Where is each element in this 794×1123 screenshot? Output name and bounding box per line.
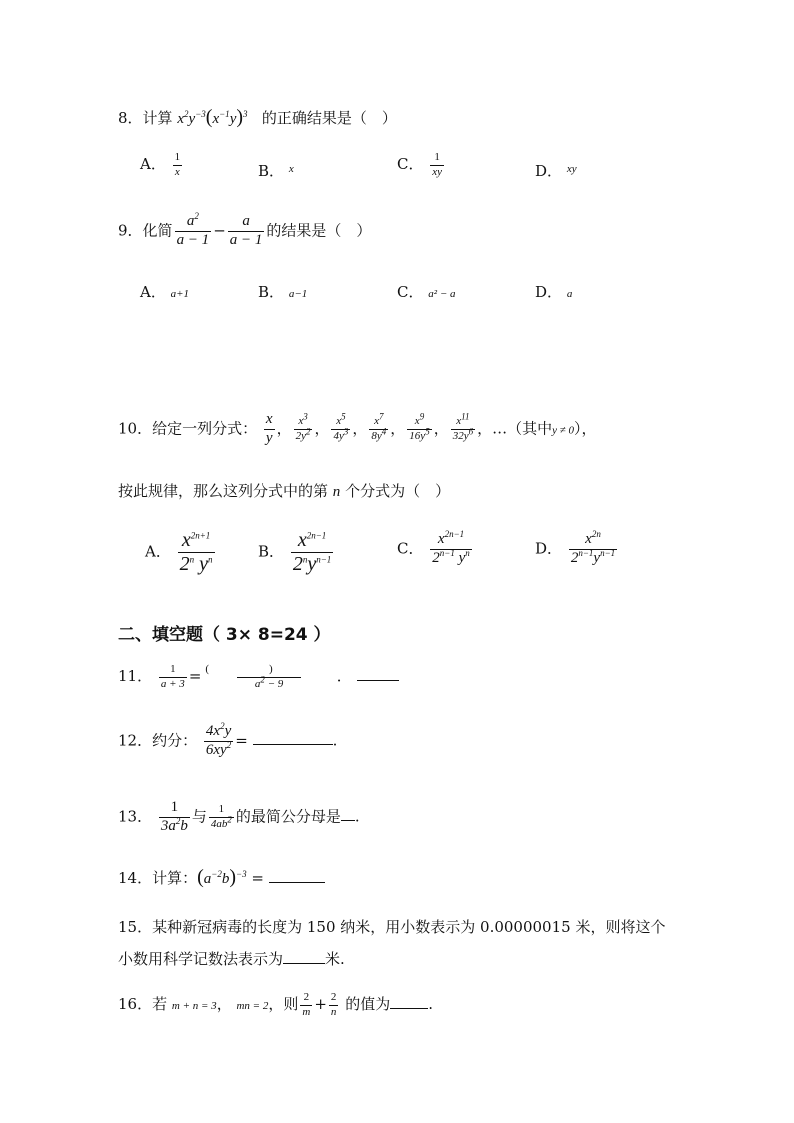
- q8-option-a[interactable]: [140, 152, 184, 178]
- q8-suffix: 的正确结果是（ ）: [261, 109, 397, 127]
- q16-answer-blank[interactable]: [390, 994, 428, 1009]
- q10-option-c-math: $\frac{x^{2n-1}}{2^{n-1} y^n}$: [432, 529, 470, 566]
- q9-option-d-label: D．: [535, 283, 563, 301]
- q8-number: 8．: [118, 109, 143, 127]
- q8-option-c-label: C．: [397, 155, 424, 174]
- q8-option-c-math: $\frac{1}{xy}$: [432, 151, 443, 178]
- q12-tail: .: [332, 731, 338, 750]
- q10-option-b[interactable]: [258, 530, 335, 575]
- q10-option-c-label: C．: [397, 539, 424, 558]
- q8-option-d[interactable]: [535, 160, 577, 181]
- q8-option-d-math: xy: [566, 163, 577, 175]
- q13-mid: 与: [191, 807, 207, 826]
- q10-stem: 10．给定一列分式： $\frac{x}{y}$ ， $\frac{x^3}{2y^2}$ ， $\frac{x^5}{4y^3}$ ， $\frac{x^7}{8y^4}$ ， $\frac{x^9}{16y^5}$ ， $\frac{x^{11}}{32y^6}$ ，…（其中y ≠ 0），: [118, 411, 597, 446]
- q10-option-a-label: A．: [145, 542, 171, 561]
- q8-option-b[interactable]: [258, 160, 294, 181]
- q8-option-d-label: D．: [535, 162, 563, 180]
- q9-option-a[interactable]: [140, 281, 189, 302]
- q16-fraction-2: $\frac{2}{n}$: [330, 991, 337, 1018]
- q13-tail: .: [354, 807, 360, 826]
- q8-stem: [118, 106, 397, 129]
- q13-number: 13．: [118, 807, 153, 826]
- q10-option-c[interactable]: [397, 529, 474, 567]
- q13-answer-blank[interactable]: [341, 806, 355, 821]
- q13-fraction-2: $\frac{1}{4ab^2}$: [210, 803, 232, 830]
- q10-prefix: 给定一列分式：: [152, 419, 258, 438]
- q16-number: 16．: [118, 995, 153, 1014]
- q9-option-b-label: B．: [258, 283, 285, 301]
- q10-condition: y ≠ 0: [552, 424, 575, 437]
- q10-line2-text: 按此规律，那么这列分式中的第: [118, 482, 329, 500]
- q16-suffix: 的值为: [345, 995, 391, 1014]
- q9-option-c-label: C．: [397, 283, 424, 301]
- q15-line1: [118, 916, 665, 937]
- q8-option-b-math: x: [288, 163, 294, 175]
- q15-line2: [118, 948, 345, 969]
- q12-stem: 12．约分： $\frac{4x^2y}{6xy^2}$ = .: [118, 721, 338, 758]
- q10-line2-end: 个分式为（ ）: [345, 482, 451, 500]
- q10-option-a-math: $\frac{x^{2n+1}}{2^n y^n}$: [179, 529, 213, 575]
- q10-option-d[interactable]: [535, 529, 619, 567]
- q15-line2a: 小数用科学记数法表示为: [118, 950, 284, 968]
- q16-fraction-1: $\frac{2}{m}$: [302, 991, 311, 1018]
- q12-fraction: $\frac{4x^2y}{6xy^2}$: [205, 721, 232, 758]
- q9-fraction-2: $\frac{a}{a - 1}$: [229, 213, 263, 248]
- q14-prefix: 计算：: [152, 869, 198, 887]
- q16-sep: ，: [216, 995, 232, 1014]
- q11-left-fraction: $\frac{1}{a + 3}$: [160, 663, 185, 690]
- q13-stem: [118, 800, 360, 835]
- q9-option-b-math: a−1: [288, 288, 308, 300]
- q15-line2b: 米.: [325, 950, 345, 968]
- q10-line2: [118, 480, 450, 501]
- q10-term-6: $\frac{x^{11}}{32y^6}$: [452, 411, 474, 442]
- q13-suffix: 的最简公分母是: [235, 807, 341, 826]
- q15-line1-text: 某种新冠病毒的长度为 150 纳米，用小数表示为 0.00000015 米，则将这个: [152, 918, 666, 936]
- q15-number: 15．: [118, 918, 153, 936]
- q9-option-a-math: a+1: [170, 288, 190, 300]
- q10-option-b-label: B．: [258, 542, 285, 561]
- q9-fraction-1: $\frac{a^2}{a - 1}$: [176, 211, 210, 248]
- q9-stem: 9．化简 $\frac{a^2}{a - 1}$ − $\frac{a}{a - 1}$ 的结果是（ ）: [118, 211, 372, 248]
- q9-option-c-math: a² − a: [428, 288, 456, 300]
- q9-number: 9．: [118, 221, 143, 240]
- q16-tail: .: [428, 995, 433, 1014]
- q12-prefix: 约分：: [152, 731, 198, 750]
- q16-condition-2: mn = 2: [236, 1000, 269, 1013]
- q12-number: 12．: [118, 731, 153, 750]
- q8-expression: $x^2y^{-3}(x^{-1}y)^3$: [177, 106, 248, 128]
- q16-then: ，则: [268, 995, 299, 1014]
- q9-option-d-math: a: [566, 288, 573, 300]
- q14-number: 14．: [118, 869, 153, 887]
- q11-tail: ．: [336, 667, 352, 686]
- q15-answer-blank[interactable]: [283, 949, 325, 964]
- q16-prefix: 若: [152, 995, 168, 1014]
- q14-expression: $(a^{-2}b)^{-3}$: [197, 866, 247, 888]
- q9-suffix: 的结果是（ ）: [266, 221, 372, 240]
- q8-prefix: 计算: [142, 109, 173, 127]
- q16-stem: 16．若 m + n = 3， mn = 2，则 $\frac{2}{m}$ + $\frac{2}{n}$ 的值为 .: [118, 991, 433, 1018]
- q10-suffix: …（其中: [492, 419, 553, 438]
- q8-option-c[interactable]: [397, 152, 446, 178]
- q11-number: 11．: [118, 667, 153, 686]
- q11-stem: 11． $\frac{1}{a + 3}$ = $\frac{()}{a^2 - 9}$ ．: [118, 664, 399, 690]
- q8-option-b-label: B．: [258, 162, 285, 180]
- q10-term-4: $\frac{x^7}{8y^4}$: [371, 411, 387, 442]
- q11-answer-blank[interactable]: [357, 666, 399, 681]
- q10-number: 10．: [118, 419, 153, 438]
- q10-term-2: $\frac{x^3}{2y^2}$: [295, 411, 311, 442]
- q10-suffix-end: ），: [574, 419, 597, 438]
- q16-condition-1: m + n = 3: [171, 1000, 217, 1013]
- q10-option-a[interactable]: [145, 530, 217, 575]
- q10-term-5: $\frac{x^9}{16y^5}$: [409, 411, 430, 442]
- q10-line2-var: n: [332, 484, 341, 500]
- q13-fraction-1: $\frac{1}{3a^2b}$: [160, 799, 188, 834]
- q14-answer-blank[interactable]: [269, 868, 325, 883]
- q10-option-b-math: $\frac{x^{2n-1}}{2^ny^{n-1}}$: [292, 529, 332, 575]
- q14-stem: 14．计算：$(a^{-2}b)^{-3}$ =: [118, 866, 325, 889]
- section-2-title: 二、填空题（ 3× 8=24 ）: [118, 625, 331, 645]
- q9-option-a-label: A．: [140, 283, 166, 301]
- q10-option-d-label: D．: [535, 539, 563, 558]
- q10-term-1: $\frac{x}{y}$: [265, 411, 273, 446]
- q9-option-c[interactable]: [397, 281, 456, 302]
- q9-option-d[interactable]: [535, 281, 572, 302]
- q10-term-3: $\frac{x^5}{4y^3}$: [333, 411, 349, 442]
- q9-prefix: 化简: [142, 221, 173, 240]
- q11-right-fraction: $\frac{()}{a^2 - 9}$: [205, 663, 333, 690]
- q8-option-a-label: A．: [140, 155, 166, 174]
- q8-option-a-math: $\frac{1}{x}$: [174, 151, 181, 178]
- q10-option-d-math: $\frac{x^{2n}}{2^{n-1}y^{n-1}}$: [570, 529, 616, 566]
- q9-option-b[interactable]: [258, 281, 307, 302]
- q12-answer-blank[interactable]: [253, 730, 333, 745]
